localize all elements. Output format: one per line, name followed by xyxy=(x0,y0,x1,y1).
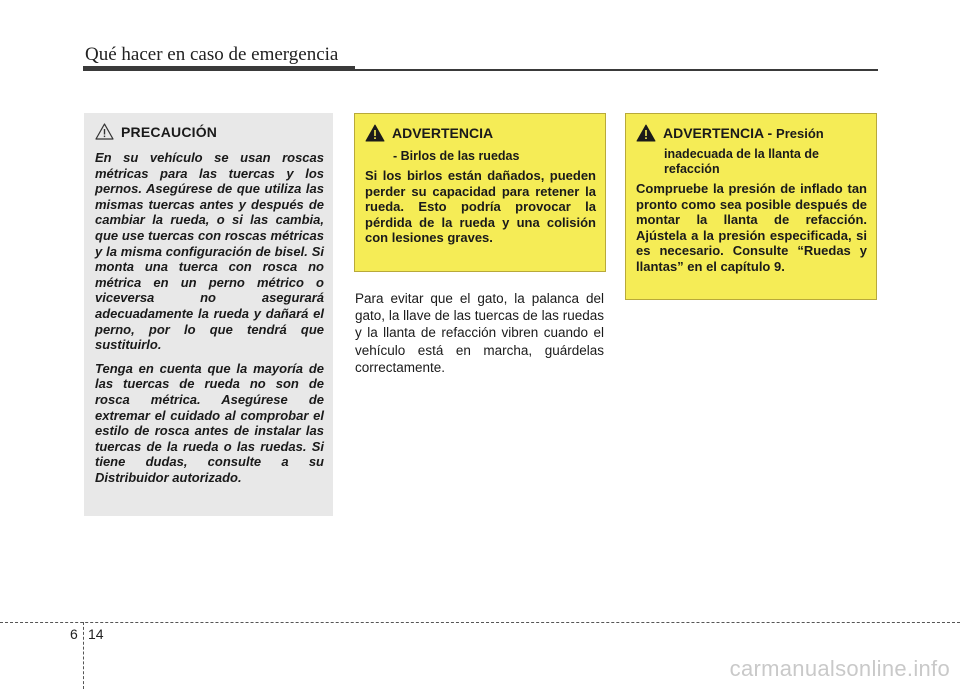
caution-paragraph: Tenga en cuenta que la mayoría de las tuercas de rueda no son de rosca métrica. Asegúrese de extremar el cuidado al comprobar el estilo de rosca antes de instalar las tuercas de la rueda o las ruedas. Si tiene dudas, consulte a su Distribuidor autorizado. xyxy=(95,360,324,485)
header-rule-thin xyxy=(355,69,878,71)
warning-filled-icon xyxy=(636,124,656,147)
footer-vertical-rule xyxy=(83,622,84,689)
page-number: 14 xyxy=(88,626,104,642)
warning-filled-icon xyxy=(365,124,385,147)
page-title: Qué hacer en caso de emergencia xyxy=(85,44,339,65)
warning-header xyxy=(636,124,867,147)
caution-box xyxy=(84,113,333,516)
warning-subtitle: inadecuada de la llanta de refacción xyxy=(664,147,819,176)
chapter-number: 6 xyxy=(70,626,78,642)
caution-header xyxy=(95,123,324,145)
warning-header xyxy=(365,124,596,147)
warning-subtitle: - Birlos de las ruedas xyxy=(393,149,520,163)
warning-outline-icon xyxy=(95,123,114,145)
warning-text: Si los birlos están dañados, pueden perder su capacidad para retener la rueda. Esto podría provocar la pérdida de la rueda y una colisión con lesiones graves. xyxy=(365,168,596,246)
warning-subtitle-inline: Presión xyxy=(776,126,824,141)
caution-title: PRECAUCIÓN xyxy=(121,124,218,140)
warning-box-wheel-nuts xyxy=(354,113,606,272)
warning-title xyxy=(663,124,824,143)
header-rule-thick xyxy=(83,66,355,71)
warning-title-text: ADVERTENCIA - xyxy=(663,125,777,141)
footer-rule xyxy=(0,622,960,623)
watermark: carmanualsonline.info xyxy=(729,656,950,681)
warning-title: ADVERTENCIA xyxy=(392,125,494,141)
warning-text: Compruebe la presión de inflado tan pronto como sea posible después de montar la llanta de refacción. Ajústela a la presión especificada, si es necesario. Consulte “Ruedas y llantas” en el capítulo 9. xyxy=(636,181,867,274)
caution-paragraph: En su vehículo se usan roscas métricas para las tuercas y los pernos. Asegúrese de que utiliza las mismas tuercas antes y después de cambiar la rueda, o si las cambia, que use tuercas con roscas métricas y la misma configuración de bisel. Si monta una tuerca con rosca no métrica en un perno métrico o viceversa no asegurará adecuadamente la rueda y dañará el perno, por lo que tendrá que sustituirlo. xyxy=(95,150,324,353)
body-paragraph: Para evitar que el gato, la palanca del gato, la llave de las tuercas de las ruedas y la llanta de refacción vibren cuando el vehículo está en marcha, guárdelas correctamente. xyxy=(355,291,604,375)
warning-box-spare-pressure xyxy=(625,113,877,300)
